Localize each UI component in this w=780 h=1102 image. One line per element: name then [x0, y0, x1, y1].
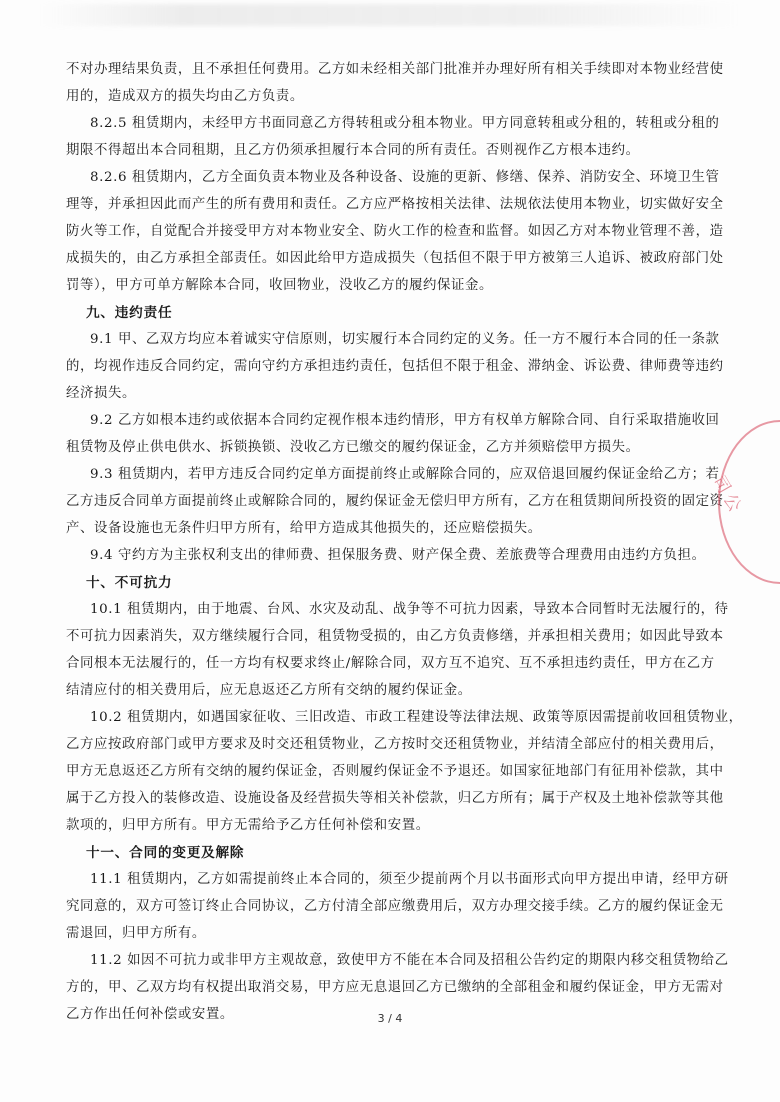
paragraph-line: 9.1 甲、乙双方均应本着诚实守信原则，切实履行本合同约定的义务。任一方不履行本合同的任一条款 [90, 332, 720, 347]
paragraph-line: 成损失的，由乙方承担全部责任。如因此给甲方造成损失（包括但不限于甲方被第三人追诉、被政府部门处 [66, 251, 724, 266]
paragraph-line: 10.2 租赁期内，如遇国家征收、三旧改造、市政工程建设等法律法规、政策等原因需提前收回租赁物业， [90, 710, 743, 725]
paragraph-line: 究同意的，双方可签订终止合同协议，乙方付清全部应缴费用后，双方办理交接手续。乙方的履约保证金无 [66, 899, 724, 914]
paragraph-line: 不对办理结果负责，且不承担任何费用。乙方如未经相关部门批准并办理好所有相关手续即对本物业经营使 [66, 62, 724, 77]
paragraph-line: 8.2.6 租赁期内，乙方全面负责本物业及各种设备、设施的更新、修缮、保养、消防安全、环境卫生管 [90, 170, 720, 185]
paragraph-line: 合同根本无法履行的，任一方均有权要求终止/解除合同，双方互不追究、互不承担违约责任，甲方在乙方 [66, 656, 715, 671]
section-heading: 十一、合同的变更及解除 [86, 845, 245, 861]
paragraph-line: 11.2 如因不可抗力或非甲方主观故意，致使甲方不能在本合同及招租公告约定的期限内移交租赁物给乙 [90, 953, 729, 968]
paragraph-line: 方的，甲、乙双方均有权提出取消交易，甲方应无息退回乙方已缴纳的全部租金和履约保证金，甲方无需对 [66, 980, 724, 995]
section-heading: 十、不可抗力 [86, 575, 173, 591]
paragraph-line: 不可抗力因素消失，双方继续履行合同，租赁物受损的，由乙方负责修缮，并承担相关费用；如因此导致本 [66, 629, 724, 644]
paragraph-line: 11.1 租赁期内，乙方如需提前终止本合同的，须至少提前两个月以书面形式向甲方提出申请，经甲方研 [90, 872, 729, 887]
paragraph-line: 期限不得超出本合同租期，且乙方仍须承担履行本合同的所有责任。否则视作乙方根本违约。 [66, 143, 640, 158]
paragraph-line: 9.4 守约方为主张权利支出的律师费、担保服务费、财产保全费、差旅费等合理费用由违约方负担。 [90, 548, 706, 563]
paragraph-line: 的，均视作违反合同约定，需向守约方承担违约责任，包括但不限于租金、滞纳金、诉讼费、律师费等违约 [66, 359, 724, 374]
page-number: 3 / 4 [377, 1012, 403, 1025]
paragraph-line: 结清应付的相关费用后，应无息返还乙方所有交纳的履约保证金。 [66, 683, 472, 698]
paragraph-line: 9.2 乙方如根本违约或依据本合同约定视作根本违约情形，甲方有权单方解除合同、自行采取措施收回 [90, 413, 720, 428]
paragraph-line: 经济损失。 [66, 386, 136, 401]
paragraph-line: 用的，造成双方的损失均由乙方负责。 [66, 89, 304, 104]
paragraph-line: 9.3 租赁期内，若甲方违反合同约定单方面提前终止或解除合同的，应双倍退回履约保证金给乙方；若 [90, 467, 720, 482]
section-heading: 九、违约责任 [86, 305, 173, 321]
company-seal-text: 司公 [708, 472, 747, 519]
paragraph-line: 甲方无息返还乙方所有交纳的履约保证金，否则履约保证金不予退还。如国家征地部门有征用补偿款，其中 [66, 764, 724, 779]
paragraph-line: 款项的，归甲方所有。甲方无需给予乙方任何补偿和安置。 [66, 818, 430, 833]
paragraph-line: 罚等），甲方可单方解除本合同，收回物业，没收乙方的履约保证金。 [66, 278, 494, 293]
paragraph-line: 乙方作出任何补偿或安置。 [66, 1007, 234, 1022]
paragraph-line: 产、设备设施也无条件归甲方所有，给甲方造成其他损失的，还应赔偿损失。 [66, 521, 542, 536]
paragraph-line: 8.2.5 租赁期内，未经甲方书面同意乙方得转租或分租本物业。甲方同意转租或分租的，转租或分租的 [90, 116, 720, 131]
paragraph-line: 理等，并承担因此而产生的所有费用和责任。乙方应严格按相关法律、法规依法使用本物业，切实做好安全 [66, 197, 724, 212]
paragraph-line: 乙方应按政府部门或甲方要求及时交还租赁物业，乙方按时交还租赁物业，并结清全部应付的相关费用后， [66, 737, 724, 752]
paragraph-line: 租赁物及停止供电供水、拆锁换锁、没收乙方已缴交的履约保证金，乙方并须赔偿甲方损失。 [66, 440, 640, 455]
paragraph-line: 需退回，归甲方所有。 [66, 926, 206, 941]
paragraph-line: 乙方违反合同单方面提前终止或解除合同的，履约保证金无偿归甲方所有，乙方在租赁期间所投资的固定资 [66, 494, 724, 509]
paragraph-line: 属于乙方投入的装修改造、设施设备及经营损失等相关补偿款，归乙方所有；属于产权及土地补偿款等其他 [66, 791, 724, 806]
scan-artifact-strip [40, 4, 740, 26]
paragraph-line: 防火等工作，自觉配合并接受甲方对本物业安全、防火工作的检查和监督。如因乙方对本物业管理不善，造 [66, 224, 724, 239]
paragraph-line: 10.1 租赁期内，由于地震、台风、水灾及动乱、战争等不可抗力因素，导致本合同暂时无法履行的，待 [90, 602, 729, 617]
